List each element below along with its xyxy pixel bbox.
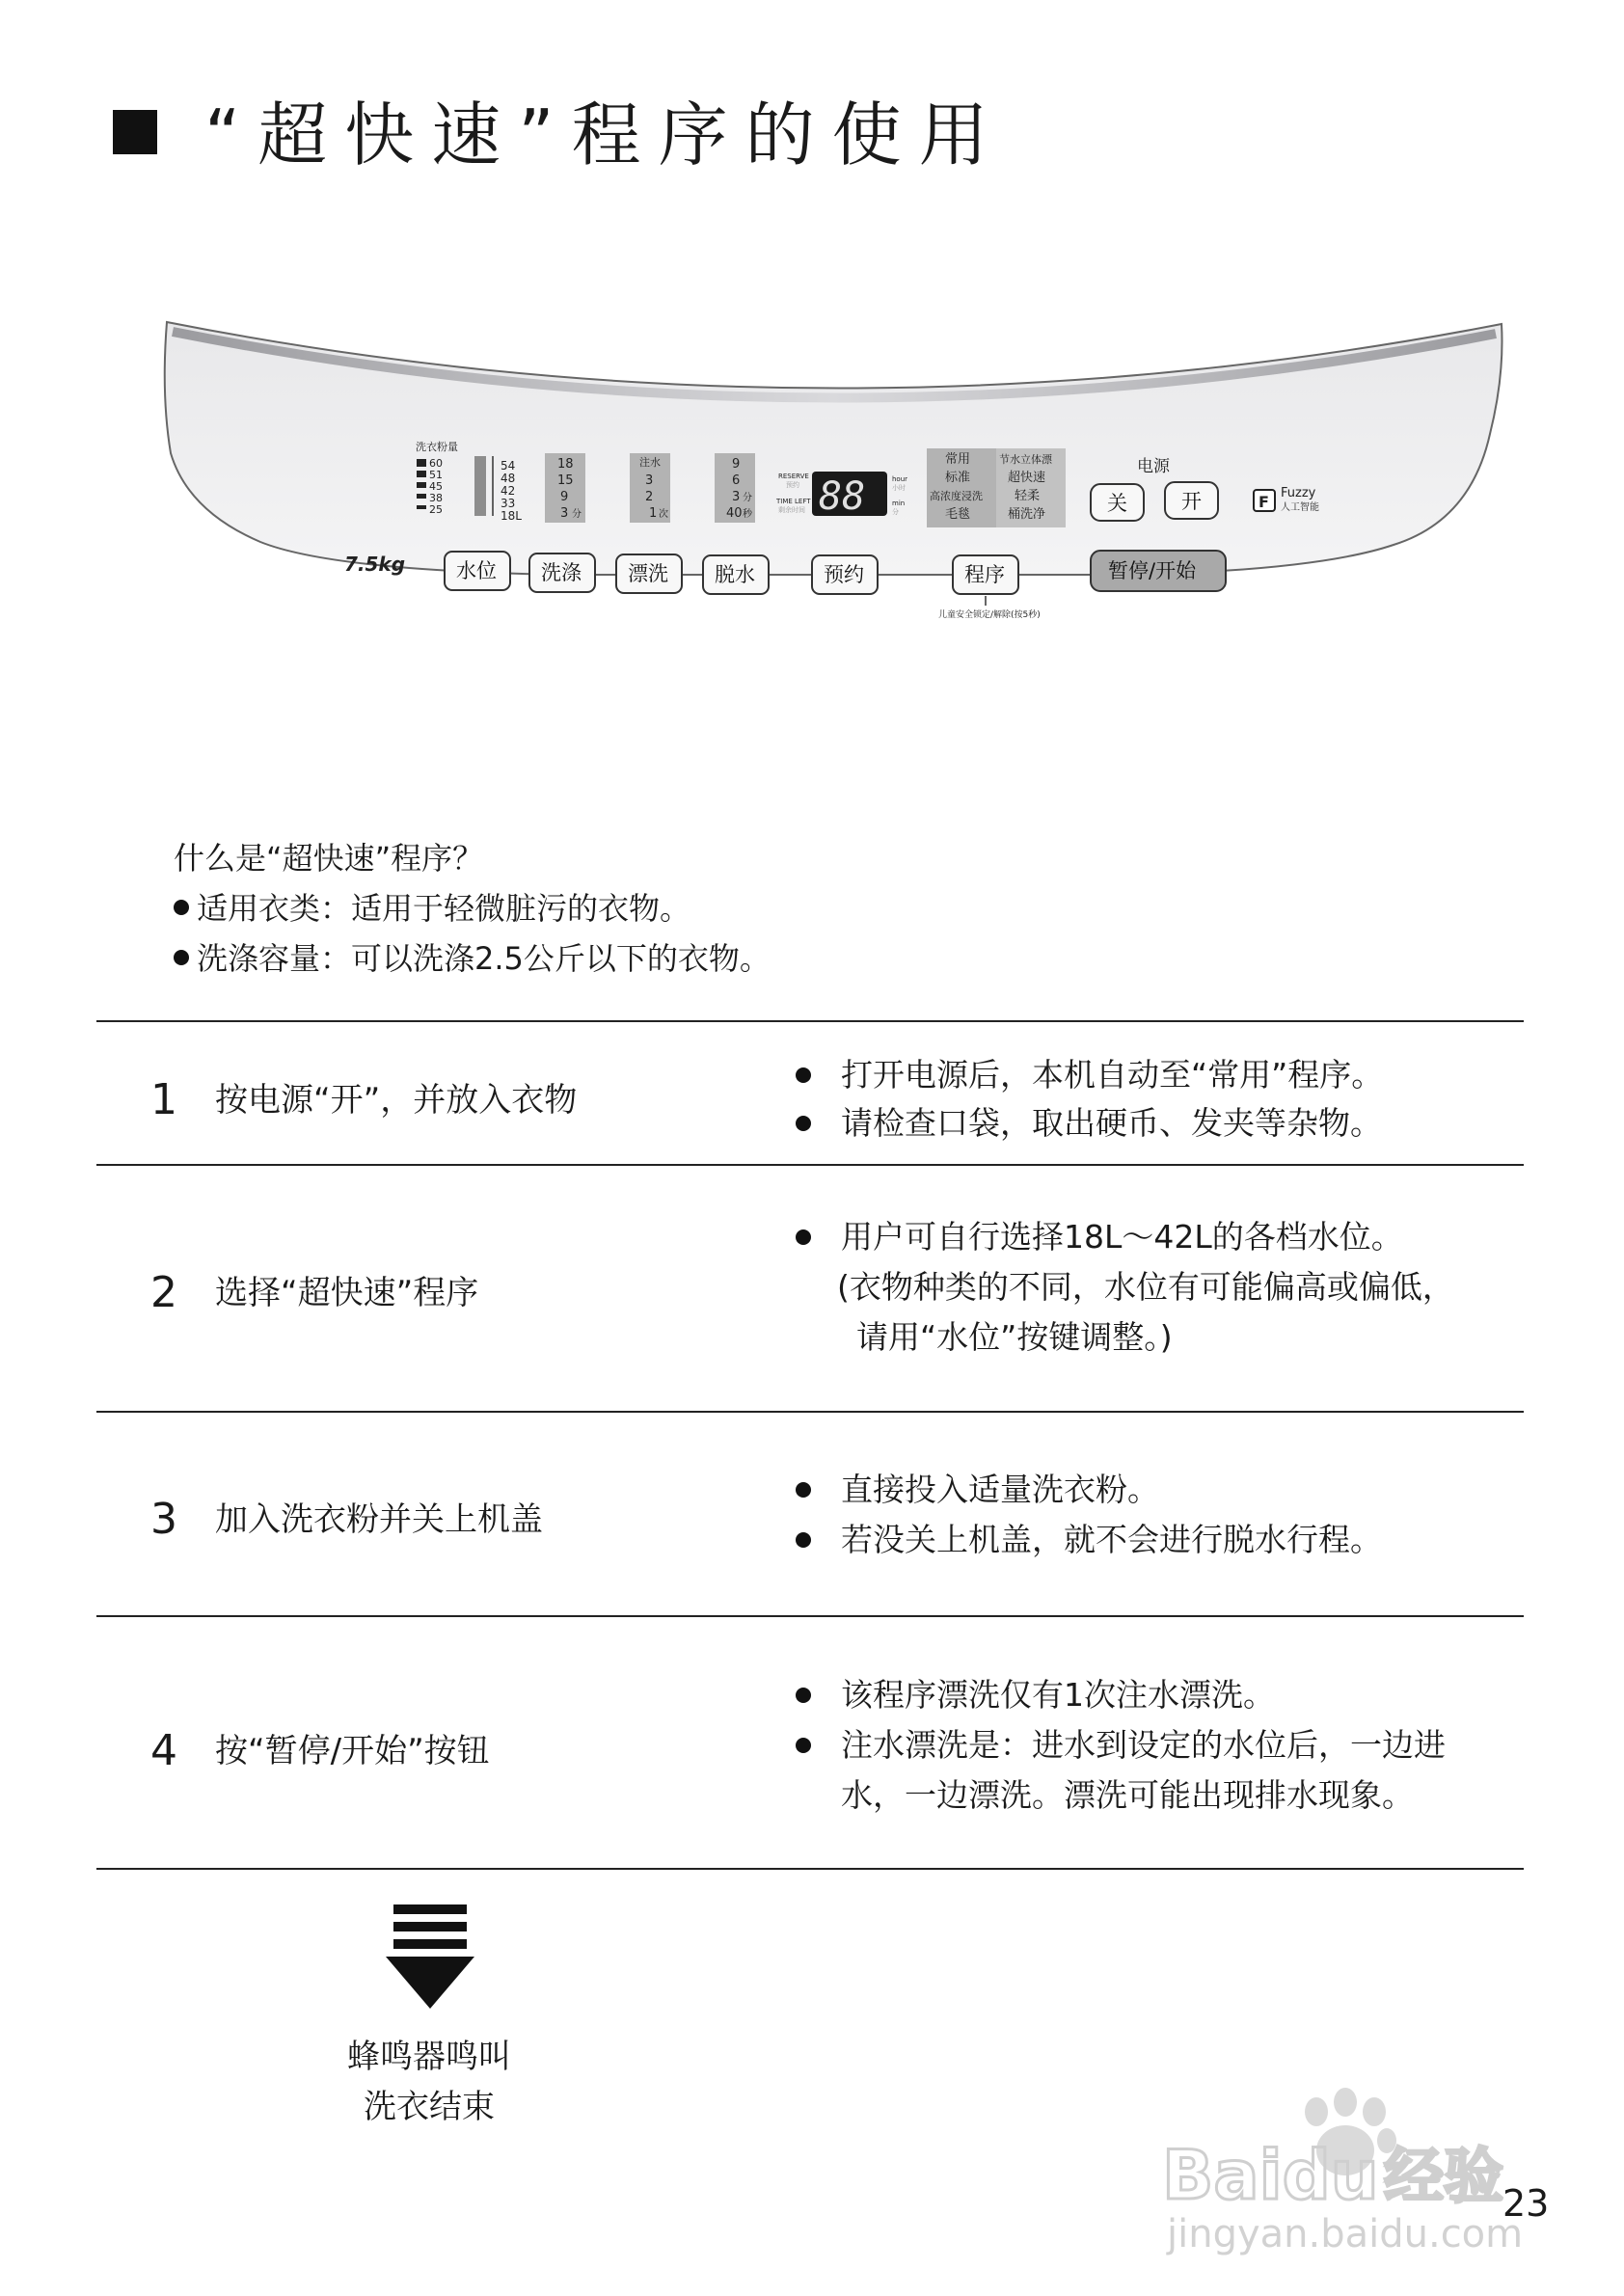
fuzzy-cn-label: 人工智能 (1281, 502, 1319, 513)
baidu-watermark-logo (1157, 2073, 1553, 2266)
svg-text:45: 45 (429, 480, 443, 493)
step-label: 选择“超快速”程序 (215, 1274, 479, 1312)
svg-text:F: F (1259, 493, 1269, 511)
svg-text:标准: 标准 (945, 471, 971, 485)
svg-text:18L: 18L (501, 509, 522, 523)
svg-text:常用: 常用 (945, 452, 971, 467)
table-rule (96, 1868, 1524, 1870)
water-level-bar (474, 456, 486, 516)
bullet-icon (796, 1229, 811, 1245)
table-rule (96, 1615, 1524, 1617)
svg-text:2: 2 (645, 490, 654, 504)
bullet-icon (796, 1738, 811, 1753)
power-on-label: 开 (1181, 490, 1202, 513)
end-line: 蜂鸣器鸣叫 (347, 2038, 511, 2076)
capacity-label: 7.5kg (344, 553, 406, 576)
child-lock-note: 儿童安全锁定/解除(按5秒) (938, 610, 1041, 620)
bullet-icon (796, 1067, 811, 1083)
svg-text:6: 6 (732, 473, 741, 488)
svg-text:18: 18 (557, 457, 574, 472)
svg-text:RESERVE: RESERVE (778, 473, 809, 480)
svg-text:33: 33 (501, 497, 516, 510)
water-level-label: 水位 (456, 559, 497, 582)
svg-text:预约: 预约 (786, 481, 799, 489)
svg-text:60: 60 (429, 457, 443, 470)
svg-text:经验: 经验 (1384, 2141, 1504, 2211)
svg-text:3: 3 (560, 506, 569, 521)
svg-text:注水: 注水 (639, 456, 661, 469)
bullet-icon (174, 900, 189, 915)
svg-text:15: 15 (557, 473, 574, 488)
program-label: 程序 (964, 563, 1005, 586)
svg-text:3: 3 (732, 490, 741, 504)
svg-text:9: 9 (560, 490, 569, 504)
bullet-icon (174, 950, 189, 965)
power-off-label: 关 (1107, 492, 1127, 515)
svg-text:9: 9 (732, 457, 741, 472)
svg-text:超快速: 超快速 (1008, 471, 1046, 485)
step-number: 3 (150, 1495, 177, 1544)
display-digits: 88 (819, 474, 866, 519)
svg-text:毛毯: 毛毯 (945, 507, 971, 522)
svg-text:分: 分 (572, 509, 582, 520)
svg-text:25: 25 (429, 503, 443, 516)
intro-item: 洗涤容量：可以洗涤2.5公斤以下的衣物。 (174, 939, 771, 978)
wash-label: 洗涤 (541, 561, 582, 584)
bullet-icon (796, 1116, 811, 1131)
svg-text:分: 分 (892, 508, 899, 516)
svg-text:秒: 秒 (743, 509, 752, 520)
step-number: 1 (150, 1075, 177, 1124)
table-rule (96, 1411, 1524, 1413)
svg-text:48: 48 (501, 472, 516, 485)
svg-text:次: 次 (659, 509, 668, 520)
svg-text:54: 54 (501, 459, 516, 473)
svg-text:分: 分 (743, 493, 752, 503)
svg-text:1: 1 (649, 506, 658, 521)
svg-text:42: 42 (501, 484, 516, 498)
step-number: 4 (150, 1726, 177, 1775)
svg-text:min: min (892, 500, 906, 507)
step-note-continuation: (衣物种类的不同，水位有可能偏高或偏低， (837, 1268, 1454, 1306)
rinse-label: 漂洗 (628, 562, 668, 585)
svg-text:剩余时间: 剩余时间 (778, 506, 805, 514)
intro-question: 什么是“超快速”程序？ (174, 840, 484, 877)
fuzzy-label: Fuzzy (1281, 486, 1316, 500)
svg-text:38: 38 (429, 492, 443, 504)
bullet-icon (796, 1482, 811, 1498)
bullet-icon (796, 1688, 811, 1703)
intro-item: 适用衣类：适用于轻微脏污的衣物。 (174, 889, 690, 928)
table-rule (96, 1164, 1524, 1166)
svg-text:节水立体漂: 节水立体漂 (999, 453, 1052, 466)
svg-text:高浓度浸洗: 高浓度浸洗 (930, 490, 983, 502)
table-rule (96, 1020, 1524, 1022)
spin-label: 脱水 (715, 563, 755, 586)
svg-text:hour: hour (892, 475, 908, 483)
step-note-continuation: 请用“水位”按键调整。) (856, 1318, 1173, 1356)
detergent-title: 洗衣粉量 (416, 441, 458, 453)
svg-text:3: 3 (645, 473, 654, 488)
page-title: “超快速”程序的使用 (204, 95, 1006, 176)
page-number: 23 (1502, 2182, 1550, 2225)
svg-text:轻柔: 轻柔 (1015, 489, 1041, 503)
step-number: 2 (150, 1268, 177, 1317)
down-arrow-icon (386, 1904, 474, 2012)
detergent-levels (429, 457, 443, 516)
svg-text:桶洗净: 桶洗净 (1008, 507, 1046, 522)
power-title: 电源 (1137, 457, 1170, 476)
svg-text:Baidu: Baidu (1162, 2136, 1379, 2215)
reserve-label: 预约 (824, 563, 864, 586)
end-line: 洗衣结束 (364, 2088, 495, 2126)
title-square-icon (113, 110, 157, 154)
svg-text:小时: 小时 (892, 484, 906, 492)
bullet-icon (796, 1532, 811, 1548)
panel-buttons[interactable] (445, 551, 1226, 594)
step-label: 按“暂停/开始”按钮 (215, 1732, 490, 1770)
step-label: 按电源“开”，并放入衣物 (215, 1081, 578, 1120)
control-panel-illustration (159, 318, 1509, 656)
step-label: 加入洗衣粉并关上机盖 (215, 1500, 543, 1539)
step-note-continuation: 水，一边漂洗。漂洗可能出现排水现象。 (841, 1776, 1414, 1814)
svg-text:51: 51 (429, 469, 443, 481)
svg-text:40: 40 (726, 506, 743, 521)
start-pause-label: 暂停/开始 (1108, 559, 1197, 582)
svg-text:TIME LEFT: TIME LEFT (776, 498, 811, 505)
svg-text:jingyan.baidu.com: jingyan.baidu.com (1167, 2212, 1524, 2256)
